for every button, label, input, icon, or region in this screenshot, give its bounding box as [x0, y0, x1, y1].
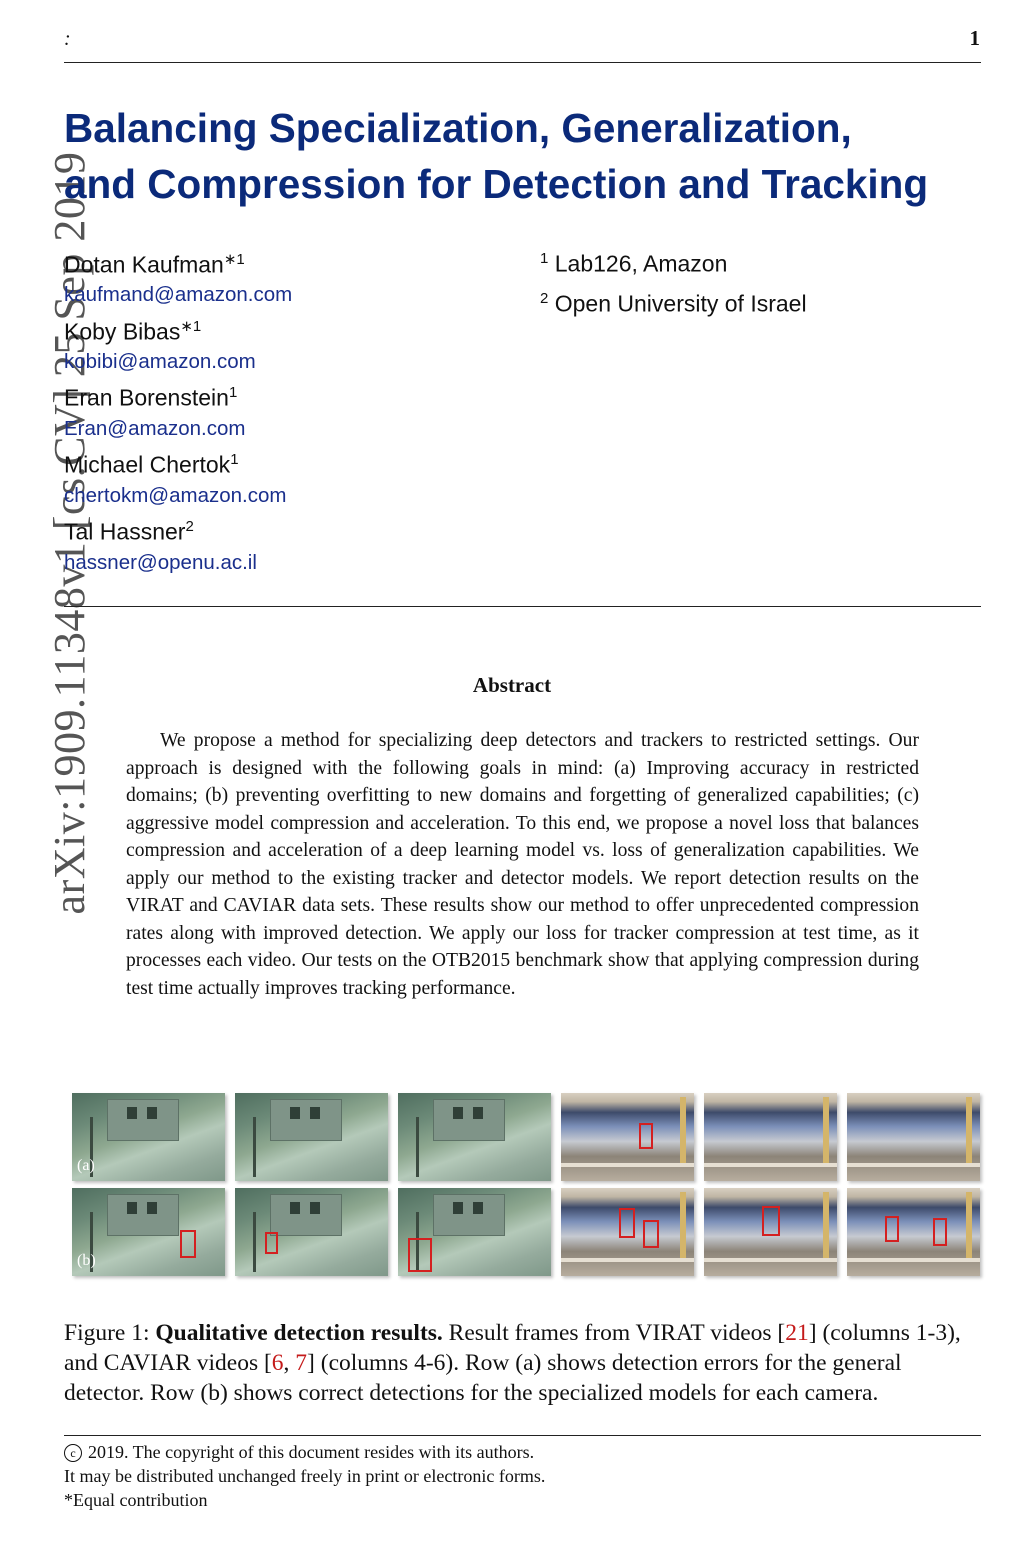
author-name-text: Tal Hassner — [64, 518, 186, 545]
railing-shape — [704, 1163, 837, 1167]
railing-shape — [561, 1163, 694, 1167]
author-name-text: Eran Borenstein — [64, 384, 229, 411]
detection-box — [762, 1206, 780, 1236]
building-shape — [270, 1099, 342, 1141]
building-shape — [107, 1099, 179, 1141]
paper-title — [64, 100, 994, 212]
building-shape — [433, 1194, 505, 1236]
author-name-text: Michael Chertok — [64, 451, 231, 478]
distribution-line: It may be distributed unchanged freely in print or electronic forms. — [64, 1466, 546, 1486]
building-shape — [270, 1194, 342, 1236]
abstract-text: We propose a method for specializing deep detectors and trackers to restricted settings. Our approach is designed with the following goals in mind: (a) Improving accuracy in restricted domains; (b) preventing overfitting to new domains and forgetting of generalized capabilities; (c) aggressive model compression and acceleration. To this end, we propose a novel loss that balances compression and acceleration of a deep learning model vs. loss of generalization capabilities. We apply our method to the existing tracker and detector models. We report detection results on the VIRAT and CAVIAR data sets. These results show our method to offer unprecedented compression rates along with improved detection. We apply our loss for tracker compression at test time, as it processes each video. Our tests on the OTB2015 benchmark show that applying compression during test time actually improves tracking performance. — [126, 730, 919, 999]
copyright-icon: c — [64, 1444, 82, 1462]
virat-frame-image — [72, 1093, 225, 1181]
detection-box — [265, 1232, 278, 1254]
title-line-2: and Compression for Detection and Tracking — [64, 161, 929, 207]
window-shape — [127, 1202, 137, 1214]
window-shape — [310, 1202, 320, 1214]
pillar-shape — [823, 1192, 829, 1262]
caviar-frame-image — [561, 1093, 694, 1181]
lamp-pole-shape — [253, 1212, 256, 1272]
pillar-shape — [966, 1097, 972, 1167]
citation-link[interactable]: 6 — [271, 1350, 284, 1376]
window-shape — [127, 1107, 137, 1119]
figure-row-a — [72, 1093, 990, 1181]
window-shape — [290, 1202, 300, 1214]
author-email[interactable]: chertokm@amazon.com — [64, 484, 287, 507]
author-affil-mark: 2 — [185, 518, 194, 535]
caviar-frame-image — [561, 1188, 694, 1276]
affiliation-mark: 2 — [540, 290, 549, 307]
affiliation-name: Lab126, Amazon — [554, 250, 728, 277]
author-affil-mark: ∗1 — [180, 318, 202, 335]
arxiv-stamp: arXiv:1909.11348v1 [cs.CV] 25 Sep 2019 — [45, 151, 94, 915]
window-shape — [147, 1202, 157, 1214]
virat-frame-image — [72, 1188, 225, 1276]
virat-frame-image — [398, 1188, 551, 1276]
lamp-pole-shape — [416, 1117, 419, 1177]
caviar-frame-image — [704, 1093, 837, 1181]
window-shape — [473, 1107, 483, 1119]
author-email[interactable]: Eran@amazon.com — [64, 417, 246, 440]
title-line-1: Balancing Specialization, Generalization, — [64, 105, 852, 151]
footnote-rule — [64, 1435, 981, 1436]
author-email[interactable]: kobibi@amazon.com — [64, 350, 256, 373]
equal-contribution-note: *Equal contribution — [64, 1490, 208, 1510]
copyright-text: 2019. The copyright of this document resides with its authors. — [88, 1442, 535, 1462]
author-affil-mark: ∗1 — [223, 251, 245, 268]
affiliation-name: Open University of Israel — [554, 290, 807, 317]
virat-frame-image — [235, 1093, 388, 1181]
author-name — [64, 317, 201, 346]
detection-box — [643, 1220, 659, 1248]
pillar-shape — [680, 1097, 686, 1167]
abstract-heading: Abstract — [472, 673, 552, 697]
detection-box — [180, 1230, 196, 1258]
lamp-pole-shape — [253, 1117, 256, 1177]
caption-bold: Qualitative detection results. — [155, 1320, 443, 1346]
railing-shape — [704, 1258, 837, 1262]
author-email[interactable]: kaufmand@amazon.com — [64, 283, 293, 306]
window-shape — [310, 1107, 320, 1119]
author-name — [64, 451, 239, 479]
window-shape — [147, 1107, 157, 1119]
affiliation — [540, 290, 807, 318]
author-name — [64, 518, 194, 546]
caption-text: , — [283, 1350, 296, 1376]
window-shape — [453, 1107, 463, 1119]
caviar-frame-image — [847, 1093, 980, 1181]
citation-link[interactable]: 7 — [295, 1350, 308, 1376]
author-name-text: Dotan Kaufman — [64, 251, 224, 278]
railing-shape — [847, 1258, 980, 1262]
building-shape — [107, 1194, 179, 1236]
detection-box — [408, 1238, 432, 1272]
detection-box — [885, 1216, 899, 1242]
figure-caption — [64, 1318, 982, 1408]
detection-box — [619, 1208, 635, 1238]
author-name — [64, 250, 245, 279]
window-shape — [453, 1202, 463, 1214]
figure-row-b — [72, 1188, 990, 1276]
virat-frame-image — [235, 1188, 388, 1276]
railing-shape — [561, 1258, 694, 1262]
header-rule — [64, 62, 981, 63]
running-header: : — [64, 28, 71, 50]
author-affil-mark: 1 — [228, 384, 238, 401]
citation-link[interactable]: 21 — [785, 1320, 809, 1346]
caviar-frame-image — [847, 1188, 980, 1276]
caption-prefix: Figure 1: — [64, 1320, 156, 1346]
virat-frame-image — [398, 1093, 551, 1181]
page-number: 1 — [969, 26, 980, 50]
author-name-text: Koby Bibas — [64, 318, 181, 345]
window-shape — [473, 1202, 483, 1214]
row-label-b: (b) — [77, 1252, 96, 1269]
pillar-shape — [823, 1097, 829, 1167]
railing-shape — [847, 1163, 980, 1167]
caption-text: ] (columns 1-3), and CAVIAR videos [ — [64, 1320, 961, 1376]
caviar-frame-image — [704, 1188, 837, 1276]
detection-box — [639, 1123, 653, 1149]
detection-box — [933, 1218, 947, 1246]
caption-text: ] (columns 4-6). Row (a) shows detection errors for the general detector. Row (b) shows correct detections for the specialized models for each camera. — [64, 1350, 902, 1406]
author-affil-mark: 1 — [230, 451, 239, 468]
pillar-shape — [966, 1192, 972, 1262]
pillar-shape — [680, 1192, 686, 1262]
caption-text: Result frames from VIRAT videos [ — [442, 1320, 786, 1346]
row-label-a: (a) — [77, 1157, 95, 1174]
copyright-line — [64, 1442, 534, 1463]
affiliation-mark: 1 — [540, 250, 549, 267]
author-name — [64, 384, 237, 412]
author-email[interactable]: hassner@openu.ac.il — [64, 551, 257, 574]
building-shape — [433, 1099, 505, 1141]
author-block-rule — [64, 606, 981, 607]
affiliation — [540, 250, 727, 278]
window-shape — [290, 1107, 300, 1119]
